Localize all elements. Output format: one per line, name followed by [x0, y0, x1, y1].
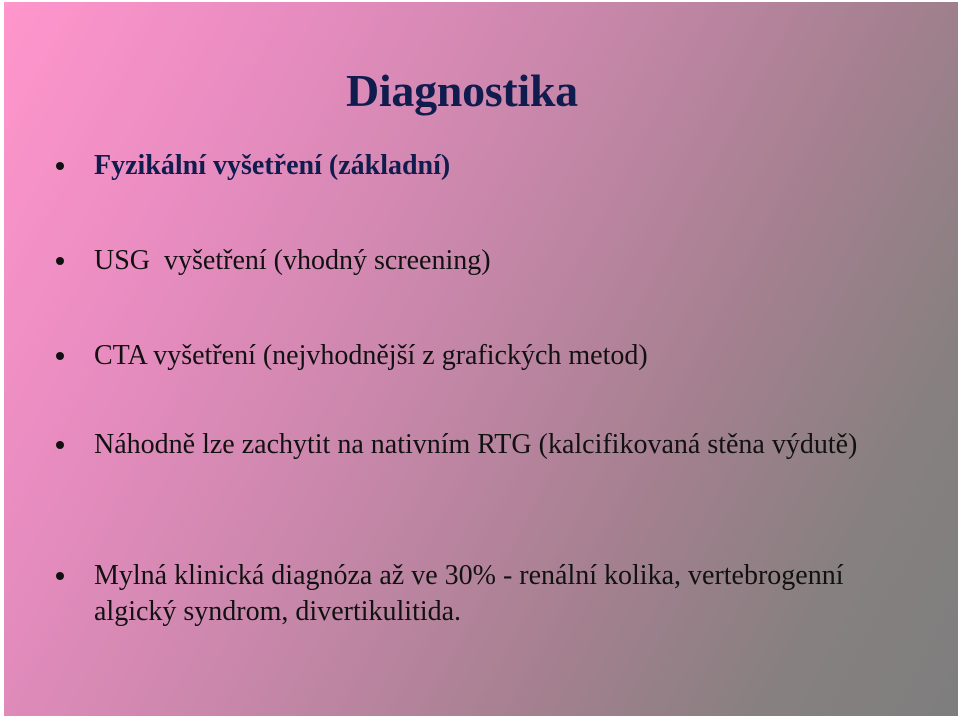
bullet-text: CTA vyšetření (nejvhodnější z grafických metod)	[94, 340, 648, 371]
bullet-item	[56, 243, 876, 279]
bullet-dot-icon	[56, 352, 64, 360]
bullet-dot-icon	[56, 162, 64, 170]
bullet-item	[56, 338, 876, 374]
bullet-item	[56, 427, 876, 463]
slide-title: Diagnostika	[346, 65, 578, 116]
bullet-item	[56, 558, 876, 630]
bullet-text: Náhodně lze zachytit na nativním RTG (kalcifikovaná stěna výdutě)	[94, 429, 858, 460]
bullet-item	[56, 148, 876, 184]
bullet-dot-icon	[56, 572, 64, 580]
bullet-text: Mylná klinická diagnóza až ve 30% - renální kolika, vertebrogenní algický syndrom, divertikulitida.	[94, 560, 844, 627]
bullet-text: USG vyšetření (vhodný screening)	[94, 245, 491, 276]
bullet-list	[4, 2, 958, 716]
bullet-dot-icon	[56, 441, 64, 449]
bullet-dot-icon	[56, 257, 64, 265]
slide	[4, 2, 958, 716]
bullet-text: Fyzikální vyšetření (základní)	[94, 150, 451, 181]
